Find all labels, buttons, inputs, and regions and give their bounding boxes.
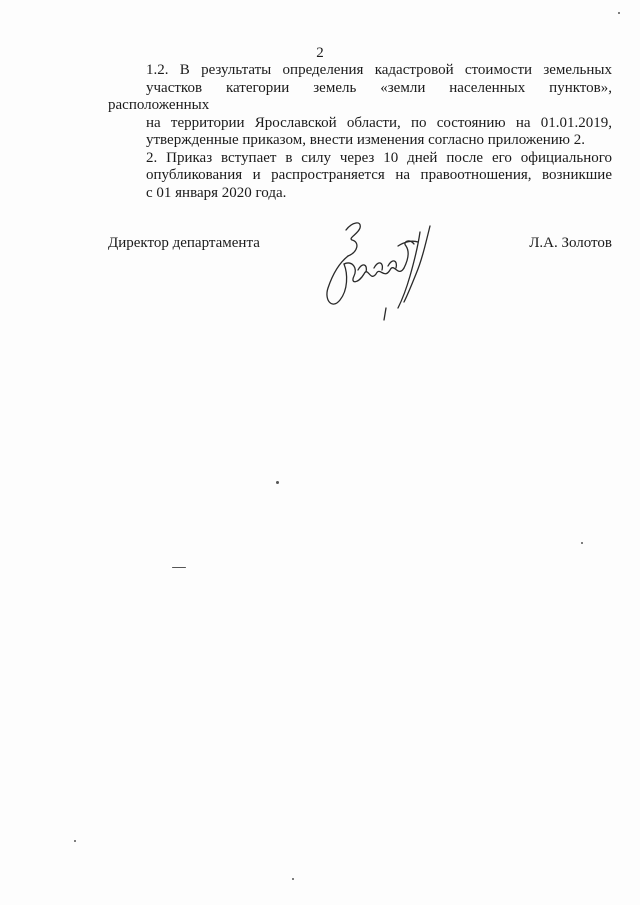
paragraph-line: с 01 января 2020 года. bbox=[146, 184, 287, 201]
paragraph-2 bbox=[108, 150, 612, 203]
scan-speck bbox=[618, 12, 620, 14]
paragraph-line: на территории Ярославской области, по состоянию на 01.01.2019, bbox=[146, 114, 612, 131]
paragraph-1-2 bbox=[108, 62, 612, 150]
paragraph-line: участков категории земель «земли населенных пунктов», расположенных bbox=[108, 79, 612, 113]
scan-speck bbox=[292, 878, 294, 880]
document-body bbox=[108, 62, 612, 202]
signer-name: Л.А. Золотов bbox=[529, 235, 612, 251]
signer-position: Директор департамента bbox=[108, 235, 260, 251]
paragraph-line: опубликования и распространяется на правоотношения, возникшие bbox=[146, 167, 612, 183]
scan-speck bbox=[172, 567, 186, 568]
scan-speck bbox=[276, 481, 279, 484]
paragraph-line: утвержденные приказом, внести изменения согласно приложению 2. bbox=[146, 132, 586, 148]
page-number: 2 bbox=[316, 45, 324, 61]
paragraph-line: 2. Приказ вступает в силу через 10 дней после его официального bbox=[146, 149, 612, 166]
handwritten-signature bbox=[318, 212, 442, 324]
paragraph-line: 1.2. В результаты определения кадастровой стоимости земельных bbox=[146, 62, 612, 78]
scan-speck bbox=[74, 840, 76, 842]
scan-speck bbox=[581, 542, 583, 544]
